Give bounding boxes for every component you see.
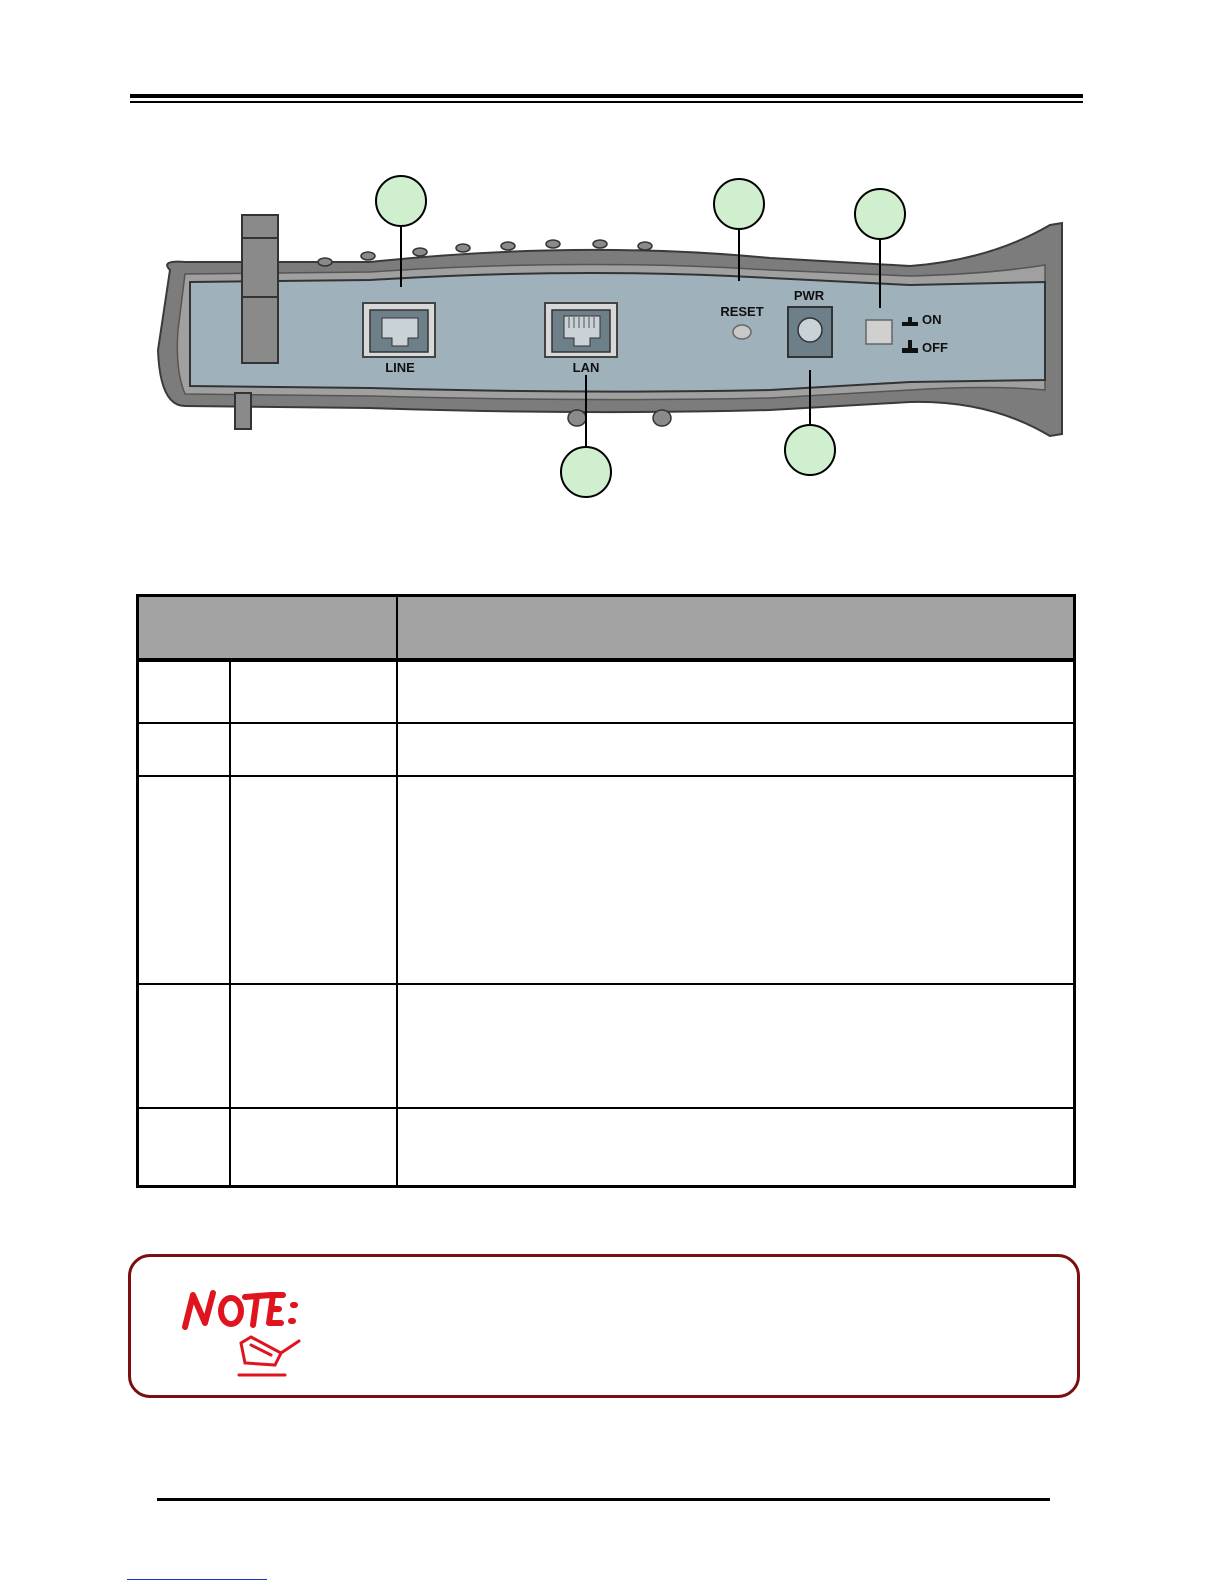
line-port [363, 303, 435, 357]
footer-link-underline[interactable] [127, 1579, 267, 1580]
note-logo-icon [179, 1283, 319, 1383]
table-row [138, 776, 1075, 984]
table-cell-number [138, 723, 230, 776]
table-cell-description [397, 660, 1075, 723]
table-header-row [138, 596, 1075, 660]
table-cell-number [138, 1108, 230, 1186]
table-cell-description [397, 723, 1075, 776]
table-cell-port [230, 776, 397, 984]
table-row [138, 723, 1075, 776]
table-cell-description [397, 1108, 1075, 1186]
rear-panel-table [136, 594, 1076, 1188]
table-cell-port [230, 723, 397, 776]
antenna-stub [235, 393, 251, 429]
note-box [128, 1254, 1080, 1398]
table-row [138, 984, 1075, 1108]
table-cell-description [397, 984, 1075, 1108]
line-port-label: LINE [385, 360, 415, 375]
header-rule-thin [130, 101, 1083, 103]
table-header-description [397, 596, 1075, 660]
pwr-label: PWR [793, 288, 825, 303]
table-header-port [138, 596, 397, 660]
table-cell-port [230, 1108, 397, 1186]
switch-off-label: OFF [922, 340, 948, 355]
table-row [138, 660, 1075, 723]
table-cell-port [230, 984, 397, 1108]
table-cell-number [138, 984, 230, 1108]
lan-port-label: LAN [572, 360, 600, 375]
table-cell-number [138, 776, 230, 984]
table-row [138, 1108, 1075, 1186]
lan-port [545, 303, 617, 357]
router-rear-panel-figure [130, 170, 1070, 510]
footer-rule [157, 1498, 1050, 1501]
reset-label: RESET [720, 304, 764, 319]
table-cell-number [138, 660, 230, 723]
table-cell-description [397, 776, 1075, 984]
table-cell-port [230, 660, 397, 723]
reset-button [733, 325, 751, 339]
header-rule-thick [130, 94, 1083, 98]
power-switch [866, 320, 892, 344]
switch-on-label: ON [922, 312, 942, 327]
